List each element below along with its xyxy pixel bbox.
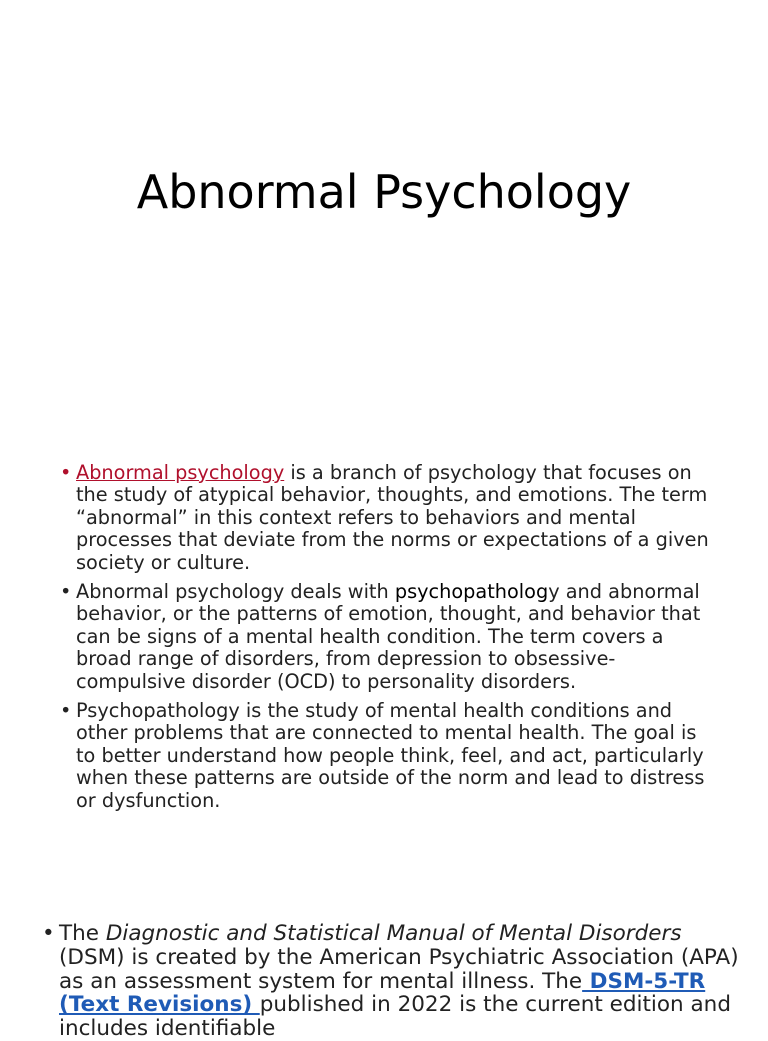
bullet-text: is a branch of psychology that focuses on the study of atypical behavior, thoughts, and emotions. The term “abnormal” in this context refers to behaviors and mental processes that deviate from the norms or expectations of a given society or culture. <box>76 461 709 574</box>
bullet-text: published in 2022 is the current edition and includes identifiable <box>59 992 731 1041</box>
dsm-5-tr-link[interactable]: DSM-5-TR (Text Revisions) <box>59 968 706 1018</box>
bullet-list <box>60 462 720 819</box>
bullet-list <box>42 922 742 1041</box>
bullet-text: (DSM) is created by the American Psychiatric Association (APA) as an assessment system for mental illness. The <box>59 944 739 994</box>
title-slide <box>0 0 768 430</box>
content-slide-abnormal-psychology <box>0 430 768 890</box>
bullet-item-psychopathology-scope <box>60 581 720 693</box>
abnormal-psychology-link[interactable]: Abnormal psychology <box>76 461 285 484</box>
bullet-text: The <box>59 921 106 946</box>
bullet-text: Psychopathology is the study of mental health conditions and other problems that are connected to mental health. The goal is to better understand how people think, feel, and act, particularly when these patterns are outside of the norm and lead to distress or dysfunction. <box>76 699 705 812</box>
bullet-marker: • <box>42 921 55 946</box>
bullet-marker: • <box>60 580 72 604</box>
content-slide-dsm <box>0 890 768 1041</box>
bullet-text: y and abnormal behavior, or the patterns of emotion, thought, and behavior that can be signs of a mental health condition. The term covers a broad range of disorders, from depression to obsessive-compulsive disorder (OCD) to personality disorders. <box>76 580 701 693</box>
slide-title: Abnormal Psychology <box>136 165 632 219</box>
psychopathology-term: psychopatholog <box>394 580 549 604</box>
bullet-marker: • <box>60 461 72 484</box>
bullet-item-dsm <box>42 922 742 1041</box>
dsm-title-italic: Diagnostic and Statistical Manual of Mental Disorders <box>105 921 682 946</box>
bullet-text: Abnormal psychology deals with <box>76 580 395 604</box>
bullet-item-psychopathology-definition <box>60 700 720 812</box>
bullet-marker: • <box>60 699 72 723</box>
bullet-item-definition <box>60 462 720 574</box>
